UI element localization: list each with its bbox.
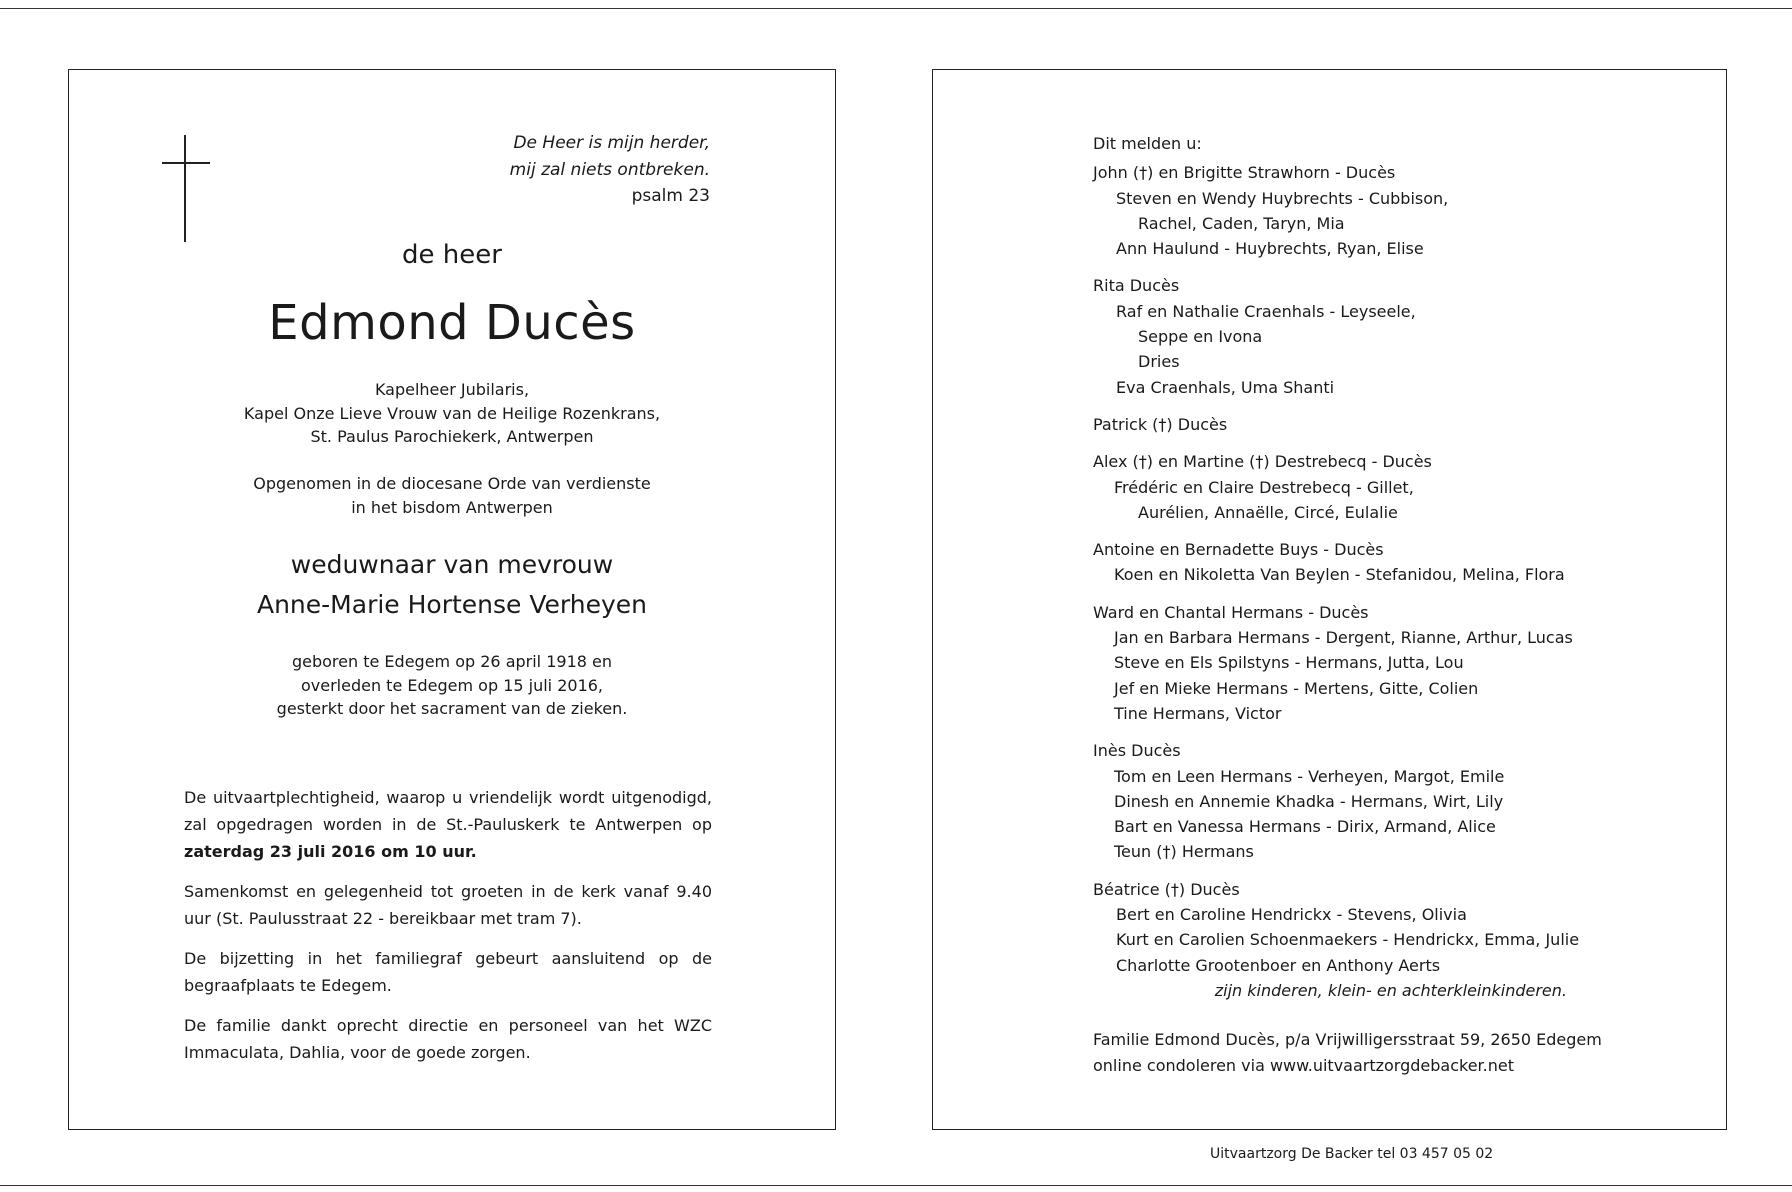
gathering-paragraph: Samenkomst en gelegenheid tot groeten in de kerk vanaf 9.40 uur (St. Paulusstraat 22 - bereikbaar met tram 7). — [184, 882, 712, 928]
list-item: Steven en Wendy Huybrechts - Cubbison, — [1116, 188, 1449, 208]
family-group — [1093, 412, 1693, 437]
list-item: Tine Hermans, Victor — [1114, 703, 1282, 723]
list-item: Dries — [1138, 352, 1180, 372]
salutation: de heer — [402, 240, 502, 270]
widower-block — [69, 545, 835, 625]
list-item: Aurélien, Annaëlle, Circé, Eulalie — [1138, 502, 1398, 522]
funeral-date: zaterdag 23 juli 2016 om 10 uur. — [184, 842, 477, 861]
funeral-details — [184, 784, 712, 1079]
descendants-line: zijn kinderen, klein- en achterkleinkinderen. — [1214, 980, 1567, 1000]
list-item: Ann Haulund - Huybrechts, Ryan, Elise — [1116, 239, 1424, 259]
cross-icon — [184, 135, 186, 242]
list-item: Bert en Caroline Hendrickx - Stevens, Olivia — [1116, 905, 1467, 925]
family-group — [1093, 600, 1693, 726]
title-line: St. Paulus Parochiekerk, Antwerpen — [310, 427, 594, 446]
thanks-paragraph: De familie dankt oprecht directie en personeel van het WZC Immaculata, Dahlia, voor de goede zorgen. — [184, 1016, 712, 1062]
list-item: Seppe en Ivona — [1138, 327, 1263, 347]
psalm-line-1: De Heer is mijn herder, — [513, 133, 710, 153]
list-item: Charlotte Grootenboer en Anthony Aerts — [1116, 955, 1441, 975]
family-group — [1093, 738, 1693, 864]
list-item: Jef en Mieke Hermans - Mertens, Gitte, Colien — [1114, 678, 1479, 698]
list-item: Ward en Chantal Hermans - Ducès — [1093, 602, 1369, 622]
burial-paragraph: De bijzetting in het familiegraf gebeurt aansluitend op de begraafplaats te Edegem. — [184, 949, 712, 995]
bottom-rule — [0, 1185, 1792, 1186]
list-item: John (†) en Brigitte Strawhorn - Ducès — [1093, 163, 1396, 183]
family-group — [1093, 273, 1693, 399]
top-rule — [0, 8, 1792, 9]
cross-icon-bar — [162, 162, 210, 164]
psalm-quote — [510, 130, 710, 210]
list-item: Dinesh en Annemie Khadka - Hermans, Wirt, Lily — [1114, 791, 1504, 811]
list-item: Steve en Els Spilstyns - Hermans, Jutta, Lou — [1114, 653, 1464, 673]
list-item: Béatrice (†) Ducès — [1093, 879, 1240, 899]
order-block — [69, 472, 835, 519]
title-line: Kapelheer Jubilaris, — [374, 380, 530, 399]
sacrament-line: gesterkt door het sacrament van de zieken. — [276, 699, 628, 718]
family-list — [1093, 131, 1693, 1078]
list-item: Raf en Nathalie Craenhals - Leyseele, — [1116, 301, 1416, 321]
right-card-page — [932, 69, 1727, 1130]
family-group — [1093, 877, 1693, 1003]
list-item: Antoine en Bernadette Buys - Ducès — [1093, 540, 1384, 560]
list-item: Frédéric en Claire Destrebecq - Gillet, — [1114, 477, 1414, 497]
funeral-home-footer: Uitvaartzorg De Backer tel 03 457 05 02 — [1210, 1146, 1494, 1162]
list-item: Kurt en Carolien Schoenmaekers - Hendrickx, Emma, Julie — [1116, 930, 1580, 950]
list-item: Teun (†) Hermans — [1114, 842, 1254, 862]
family-group — [1093, 449, 1693, 525]
deceased-name: Edmond Ducès — [268, 295, 636, 351]
funeral-invite-text: De uitvaartplechtigheid, waarop u vriendelijk wordt uitgenodigd, zal opgedragen worden in de St.-Pauluskerk te Antwerpen op — [184, 788, 712, 834]
born-line: geboren te Edegem op 26 april 1918 en — [291, 652, 612, 671]
family-group — [1093, 537, 1693, 588]
psalm-line-2: mij zal niets ontbreken. — [509, 159, 710, 180]
list-item: Patrick (†) Ducès — [1093, 414, 1228, 434]
list-item: Inès Ducès — [1093, 741, 1181, 761]
order-line: Opgenomen in de diocesane Orde van verdienste — [253, 474, 651, 493]
titles-block — [69, 378, 835, 449]
order-line: in het bisdom Antwerpen — [351, 497, 553, 517]
psalm-source: psalm 23 — [631, 186, 710, 206]
list-item: Rita Ducès — [1093, 276, 1180, 296]
died-line: overleden te Edegem op 15 juli 2016, — [300, 675, 604, 695]
list-item: Koen en Nikoletta Van Beylen - Stefanidou, Melina, Flora — [1114, 565, 1565, 585]
family-address: Familie Edmond Ducès, p/a Vrijwilligersstraat 59, 2650 Edegem — [1093, 1030, 1602, 1050]
funeral-paragraph — [184, 784, 712, 865]
family-intro: Dit melden u: — [1093, 134, 1202, 153]
widower-line: weduwnaar van mevrouw — [290, 550, 614, 579]
list-item: Bart en Vanessa Hermans - Dirix, Armand, Alice — [1114, 817, 1496, 837]
list-item: Rachel, Caden, Taryn, Mia — [1138, 213, 1345, 233]
title-line: Kapel Onze Lieve Vrouw van de Heilige Rozenkrans, — [243, 403, 661, 423]
spouse-name: Anne-Marie Hortense Verheyen — [256, 590, 647, 619]
list-item: Tom en Leen Hermans - Verheyen, Margot, Emile — [1114, 766, 1505, 786]
family-group — [1093, 160, 1693, 261]
online-condolence: online condoleren via www.uitvaartzorgdebacker.net — [1093, 1055, 1515, 1075]
list-item: Alex (†) en Martine (†) Destrebecq - Ducès — [1093, 452, 1432, 472]
birth-death-block — [69, 650, 835, 721]
list-item: Jan en Barbara Hermans - Dergent, Rianne, Arthur, Lucas — [1114, 628, 1573, 648]
left-card-page — [68, 69, 836, 1130]
list-item: Eva Craenhals, Uma Shanti — [1116, 377, 1335, 397]
